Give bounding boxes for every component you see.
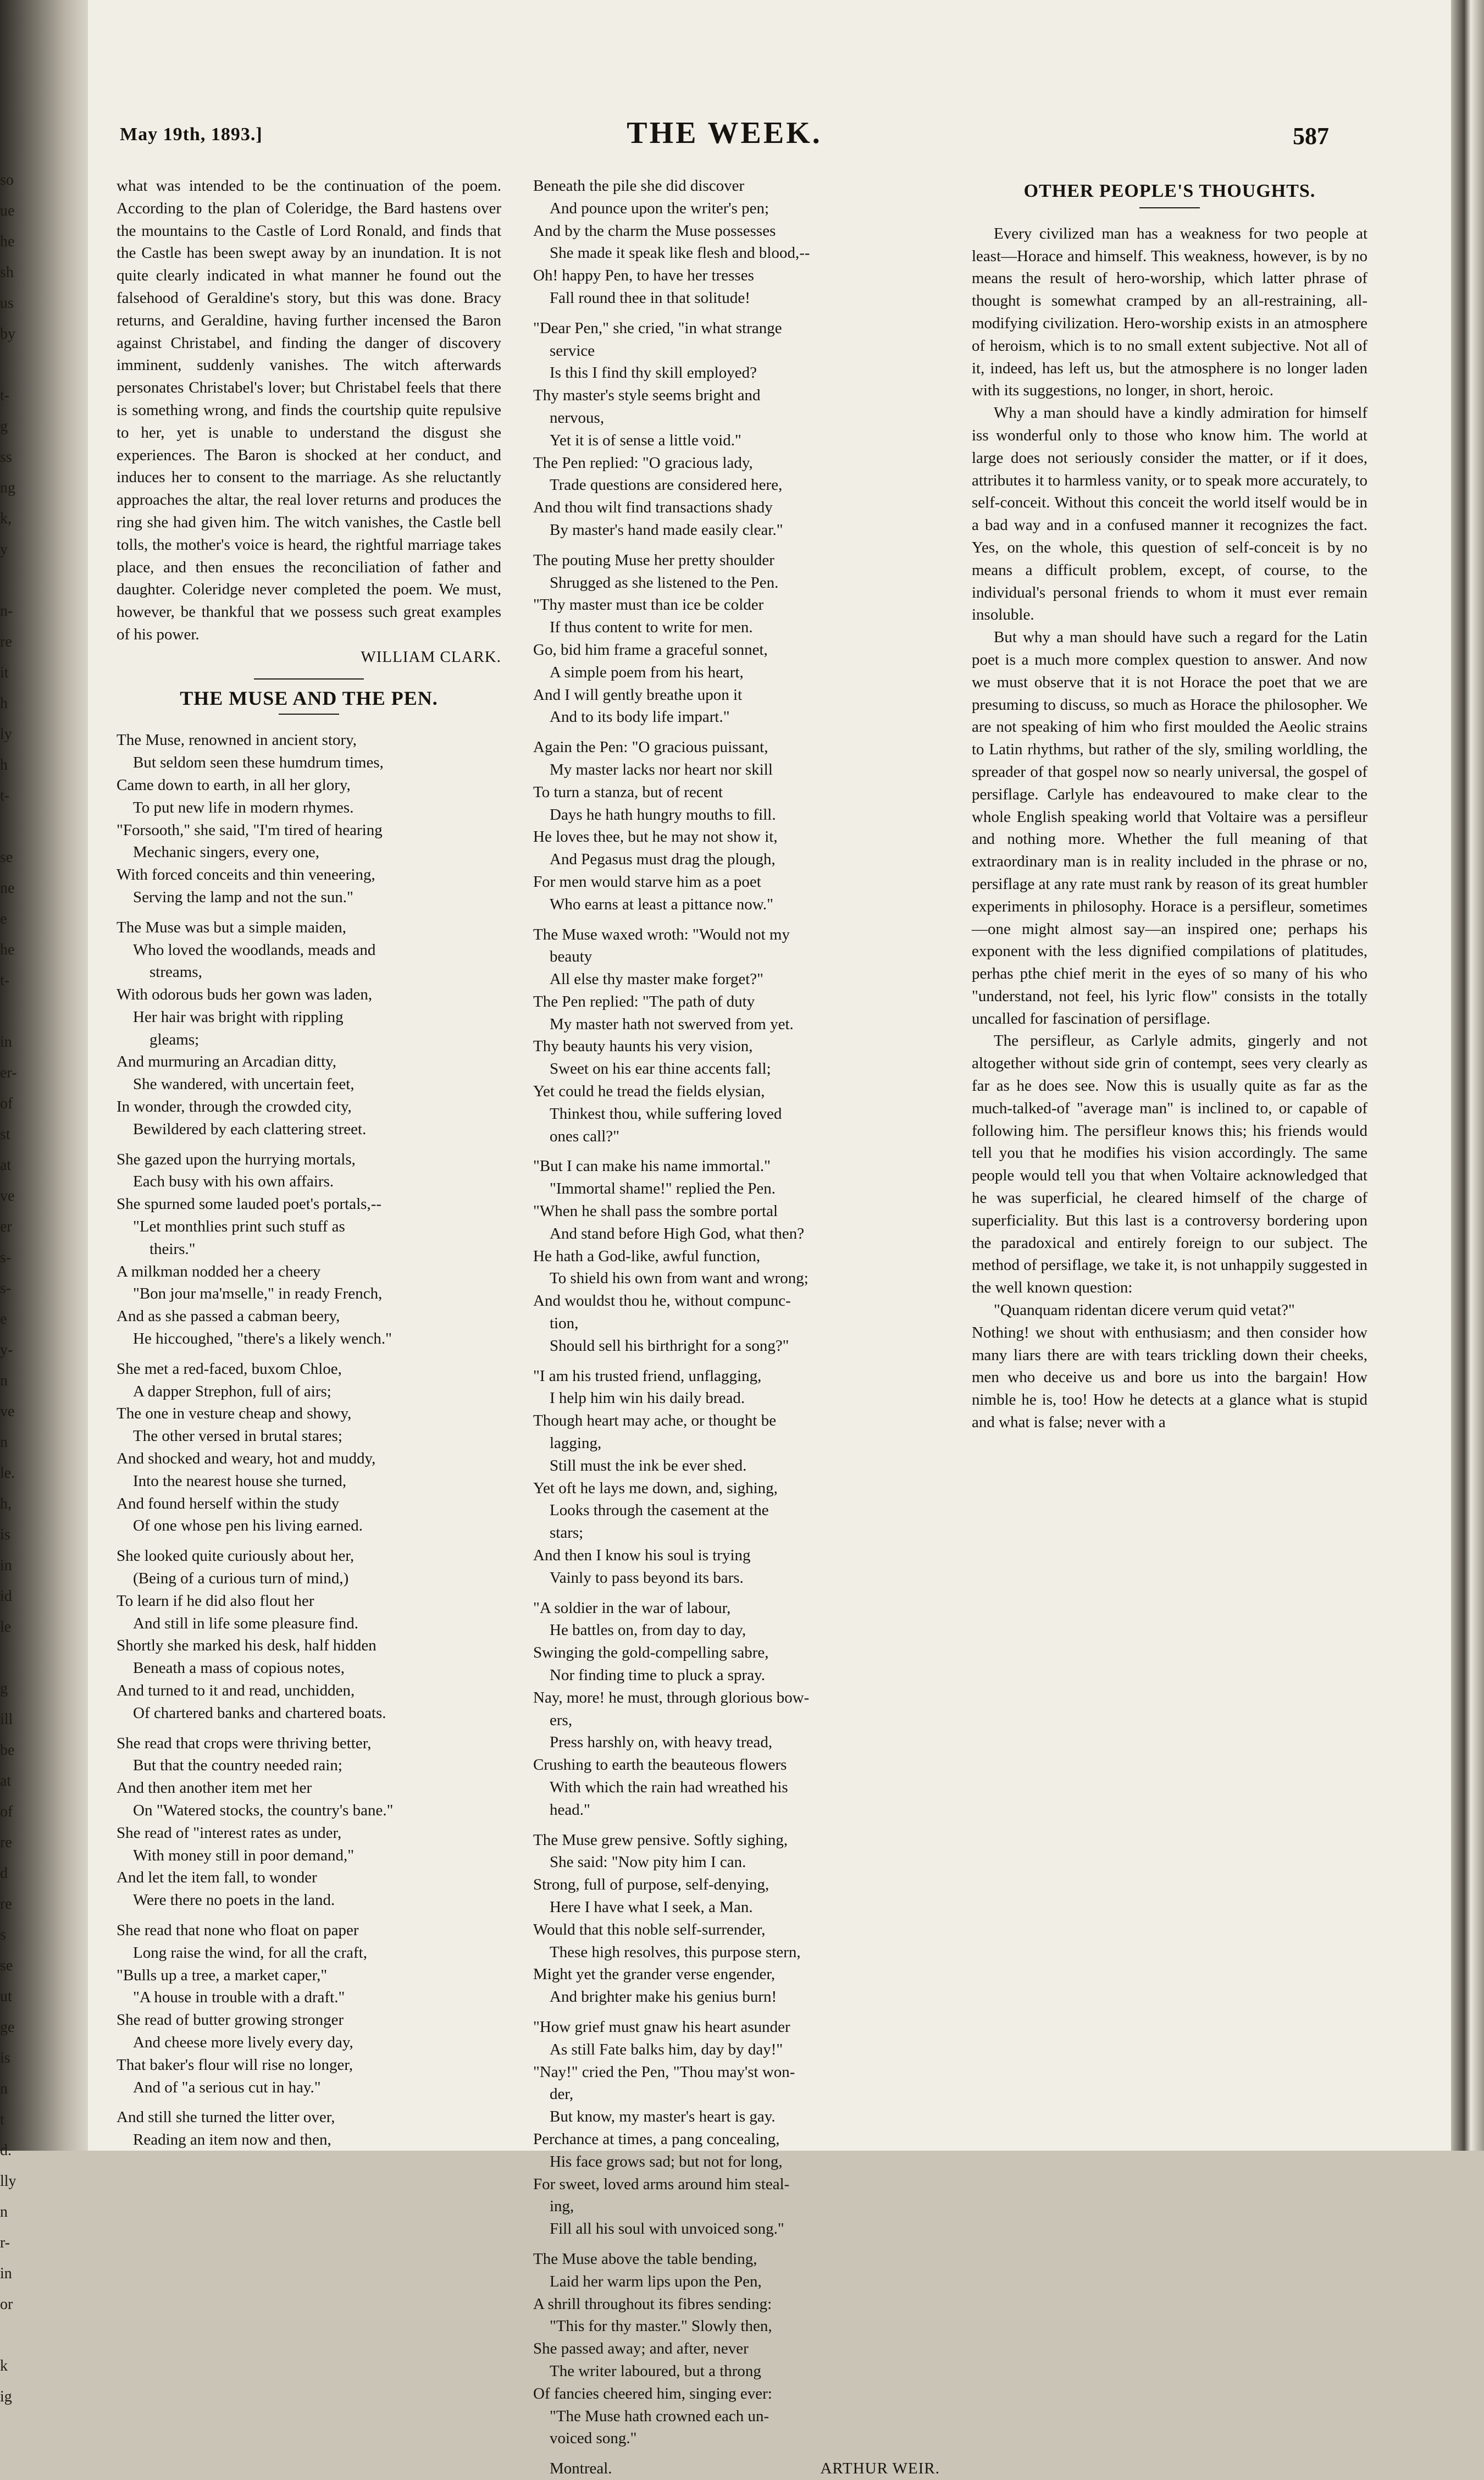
poem-line: ers, bbox=[550, 1711, 573, 1729]
poem-line: To put new life in modern rhymes. bbox=[133, 798, 354, 816]
poem-line: She made it speak like flesh and blood,-- bbox=[550, 244, 810, 262]
poem-line: These high resolves, this purpose stern, bbox=[550, 1943, 801, 1961]
poem-line: "Forsooth," she said, "I'm tired of hearing bbox=[117, 821, 383, 839]
poem-line: Trade questions are considered here, bbox=[550, 476, 783, 494]
poem-line: Would that this noble self-surrender, bbox=[533, 1920, 766, 1938]
poem-stanza bbox=[533, 1829, 940, 2008]
poem-line: She gazed upon the hurrying mortals, bbox=[117, 1150, 356, 1168]
poem-part-2 bbox=[533, 175, 940, 2450]
poem-line: beauty bbox=[550, 948, 593, 966]
title-rule bbox=[279, 714, 339, 715]
poem-stanza bbox=[533, 549, 940, 728]
poem-line: And of "a serious cut in hay." bbox=[133, 2078, 321, 2096]
poem-line: He hiccoughed, "there's a likely wench." bbox=[133, 1330, 392, 1348]
poem-stanza bbox=[117, 1732, 501, 1912]
poem-line: She met a red-faced, buxom Chloe, bbox=[117, 1360, 342, 1378]
paragraph: But why a man should have such a regard for the Latin poet is a much more complex question to answer. And now we must observe that it is not Horace the poet that we are presuming to discuss, so much as Horace the philosopher. We are not speaking of him who first moulded the Aeolic strains to Latin rhythms, but rather of the sly, smiling worldling, the spreader of that gospel now so nearly universal, the gospel of persiflage. Carlyle has endeavoured to make clear to the whole English speaking world that Voltaire was a persifleur and nothing more. Whether the full meaning of that extraordinary man is in reality included in the phrase or no, persiflage at any rate must rank by reason of its great humbler experiments in philosophy. Horace is a persifleur, sometimes—one might almost say—an inspired one; perhaps his exponent with the less dignified compilations of platitudes, perhas pthe chief merit in the eyes of so many of his who "understand, not feel, his lyric flow" consists in the totally uncalled for fascination of persiflage. bbox=[972, 628, 1367, 1028]
column-3 bbox=[972, 175, 1367, 1434]
poem-line: That baker's flour will rise no longer, bbox=[117, 2056, 353, 2074]
poem-stanza bbox=[533, 2016, 940, 2240]
poem-line: Thy master's style seems bright and bbox=[533, 386, 761, 405]
poem-stanza bbox=[117, 1545, 501, 1724]
poem-line: And to its body life impart." bbox=[550, 708, 730, 726]
poem-line: The Muse, renowned in ancient story, bbox=[117, 731, 357, 749]
poem-place: Montreal. bbox=[550, 2460, 612, 2478]
author-name: WILLIAM CLARK. bbox=[361, 648, 501, 666]
page-edge bbox=[1451, 0, 1484, 2151]
poem-line: She spurned some lauded poet's portals,-- bbox=[117, 1195, 382, 1213]
poem-line: Were there no poets in the land. bbox=[133, 1891, 335, 1909]
poem-line: And stand before High God, what then? bbox=[550, 1224, 805, 1242]
latin-quotation: "Quanquam ridentan dicere verum quid vetat?" bbox=[994, 1301, 1295, 1319]
poem-line: Of fancies cheered him, singing ever: bbox=[533, 2384, 772, 2402]
poem-line: Thy beauty haunts his very vision, bbox=[533, 1037, 753, 1056]
poem-line: "A soldier in the war of labour, bbox=[533, 1599, 731, 1617]
poem-line: If thus content to write for men. bbox=[550, 618, 753, 637]
poem-line: "The Muse hath crowned each un- bbox=[550, 2407, 769, 2425]
poem-line: Of one whose pen his living earned. bbox=[133, 1517, 363, 1535]
poem-line: I help him win his daily bread. bbox=[550, 1389, 745, 1407]
poem-line: But that the country needed rain; bbox=[133, 1757, 342, 1775]
poem-line: Beneath a mass of copious notes, bbox=[133, 1659, 345, 1677]
publication-title: THE WEEK. bbox=[627, 116, 822, 150]
paragraph: Nothing! we shout with enthusiasm; and then consider how many liars there are with tears trickling down their cheeks, men who deceive us and bore us into the bargain! How nimble he is, too! How he detects at a glance what is stupid and what is false; never with a bbox=[972, 1323, 1367, 1432]
poem-line: She read of butter growing stronger bbox=[117, 2011, 344, 2029]
poem-line: theirs." bbox=[149, 1240, 196, 1258]
poem-line: Here I have what I seek, a Man. bbox=[550, 1898, 753, 1916]
poem-line: The pouting Muse her pretty shoulder bbox=[533, 551, 774, 569]
poem-line: "When he shall pass the sombre portal bbox=[533, 1202, 778, 1220]
poem-line: Who loved the woodlands, meads and bbox=[133, 941, 376, 959]
poem-line: "A house in trouble with a draft." bbox=[133, 1989, 345, 2007]
paragraph: Why a man should have a kindly admiration for himself iss wonderful only to those who know him. The world at large does not seriously consider the matter, or if it does, attributes it to harmless vanity, or to speak more accurately, to self-conceit. Without this conceit the world itself would be in a bad way and in a confused manner it recognizes the fact. Yes, on the whole, this question of self-conceit is by no means a difficult problem, except, of course, to the individual's personal friends to whom it must ever remain insoluble. bbox=[972, 404, 1367, 624]
poem-line: She read that none who float on paper bbox=[117, 1921, 359, 1939]
poem-line: Came down to earth, in all her glory, bbox=[117, 776, 351, 794]
poem-line: She read of "interest rates as under, bbox=[117, 1824, 342, 1842]
author-signature bbox=[117, 646, 501, 669]
poem-line: Perchance at times, a pang concealing, bbox=[533, 2130, 780, 2148]
poem-line: head." bbox=[550, 1800, 590, 1819]
poem-line: On "Watered stocks, the country's bane." bbox=[133, 1801, 394, 1819]
poem-line: With odorous buds her gown was laden, bbox=[117, 986, 373, 1004]
section-divider bbox=[254, 678, 364, 680]
poem-line: The writer laboured, but a throng bbox=[550, 2362, 761, 2380]
poem-line: And pounce upon the writer's pen; bbox=[550, 199, 769, 217]
poem-line: And murmuring an Arcadian ditty, bbox=[117, 1053, 337, 1071]
poem-line: der, bbox=[550, 2085, 574, 2103]
article-continuation bbox=[117, 175, 501, 669]
poem-stanza bbox=[533, 175, 940, 310]
poem-line: Yet it is of sense a little void." bbox=[550, 431, 741, 449]
poem-line: Crushing to earth the beauteous flowers bbox=[533, 1756, 787, 1774]
poem-line: And then another item met her bbox=[117, 1779, 312, 1797]
poem-line: Should sell his birthright for a song?" bbox=[550, 1336, 789, 1355]
poem-line: Oh! happy Pen, to have her tresses bbox=[533, 267, 754, 285]
poem-line: Fill all his soul with unvoiced song." bbox=[550, 2220, 784, 2238]
poem-line: To learn if he did also flout her bbox=[117, 1592, 314, 1610]
poem-line: Thinkest thou, while suffering loved bbox=[550, 1104, 782, 1123]
poem-line: Strong, full of purpose, self-denying, bbox=[533, 1876, 769, 1894]
poem-line: She passed away; and after, never bbox=[533, 2340, 749, 2358]
poem-line: He loves thee, but he may not show it, bbox=[533, 828, 778, 846]
poem-line: Each busy with his own affairs. bbox=[133, 1173, 334, 1191]
poem-line: The Muse was but a simple maiden, bbox=[117, 918, 346, 936]
issue-date: May 19th, 1893.] bbox=[120, 124, 263, 145]
poem-line: And wouldst thou he, without compunc- bbox=[533, 1292, 791, 1310]
poem-line: She looked quite curiously about her, bbox=[117, 1547, 355, 1565]
poem-line: My master hath not swerved from yet. bbox=[550, 1015, 794, 1033]
poem-line: He battles on, from day to day, bbox=[550, 1621, 746, 1639]
poem-line: The Muse waxed wroth: "Would not my bbox=[533, 925, 790, 943]
poem-stanza bbox=[533, 2248, 940, 2450]
poem-line: And I will gently breathe upon it bbox=[533, 686, 743, 704]
poem-line: lagging, bbox=[550, 1434, 602, 1452]
poem-line: A shrill throughout its fibres sending: bbox=[533, 2295, 772, 2313]
poem-line: The Pen replied: "O gracious lady, bbox=[533, 454, 753, 472]
poem-line: But seldom seen these humdrum times, bbox=[133, 754, 384, 772]
poem-stanza bbox=[533, 1155, 940, 1357]
poem-line: And turned to it and read, unchidden, bbox=[117, 1682, 355, 1699]
poem-line: And shocked and weary, hot and muddy, bbox=[117, 1450, 376, 1468]
poem-line: ing, bbox=[550, 2197, 574, 2216]
poem-line: Press harshly on, with heavy tread, bbox=[550, 1733, 773, 1752]
poem-line: By master's hand made easily clear." bbox=[550, 521, 783, 539]
poem-line: "Immortal shame!" replied the Pen. bbox=[550, 1180, 776, 1198]
poem-line: A milkman nodded her a cheery bbox=[117, 1262, 321, 1280]
poem-stanza bbox=[533, 1365, 940, 1589]
poem-line: But know, my master's heart is gay. bbox=[550, 2108, 776, 2126]
poem-line: My master lacks nor heart nor skill bbox=[550, 760, 773, 778]
poem-stanza bbox=[533, 1597, 940, 1821]
poem-line: Again the Pen: "O gracious puissant, bbox=[533, 738, 768, 756]
article-title: OTHER PEOPLE'S THOUGHTS. bbox=[1023, 181, 1316, 201]
poem-line: His face grows sad; but not for long, bbox=[550, 2152, 783, 2170]
poem-stanza bbox=[117, 1358, 501, 1537]
poem-stanza bbox=[117, 729, 501, 908]
poem-line: She said: "Now pity him I can. bbox=[550, 1853, 746, 1871]
poem-line: Shortly she marked his desk, half hidden bbox=[117, 1637, 376, 1655]
poem-line: She wandered, with uncertain feet, bbox=[133, 1075, 355, 1093]
poem-line: Nor finding time to pluck a spray. bbox=[550, 1666, 765, 1684]
poem-line: And let the item fall, to wonder bbox=[117, 1869, 317, 1887]
poem-line: voiced song." bbox=[550, 2429, 637, 2448]
poem-line: tion, bbox=[550, 1314, 579, 1333]
poem-line: A simple poem from his heart, bbox=[550, 663, 744, 681]
poem-line: And as she passed a cabman beery, bbox=[117, 1307, 340, 1325]
poem-line: And by the charm the Muse possesses bbox=[533, 222, 776, 240]
poem-line: To turn a stanza, but of recent bbox=[533, 783, 723, 801]
paragraph: what was intended to be the continuation of the poem. According to the plan of Coleridge, the Bard hastens over the mountains to the Castle of Lord Ronald, and finds that the Castle has been swept away by an inundation. It is not quite clearly indicated in what manner he found out the falsehood of Geraldine's story, but this was done. Bracy returns, and Geraldine, having further incensed the Baron against Christabel, and finding the danger of discovery imminent, suddenly vanishes. The witch afterwards personates Christabel's lover; but Christabel feels that there is something wrong, and finds the courtship quite repulsive to her, yet is unable to understand the disgust she experiences. The Baron is shocked at her conduct, and induces her to consent to the marriage. As she reluctantly approaches the altar, the real lover returns and produces the ring she had given him. The witch vanishes, the Castle bell tolls, the mother's voice is heard, the rightful marriage takes place, and then ensues the reconciliation of father and daughter. Coleridge never completed the poem. We must, however, be thankful that we possess such great examples of his power. bbox=[117, 177, 501, 643]
poem-line: Looks through the casement at the bbox=[550, 1501, 769, 1520]
poem-line: In wonder, through the crowded city, bbox=[117, 1098, 352, 1116]
poem-line: Laid her warm lips upon the Pen, bbox=[550, 2272, 762, 2290]
poem-title: THE MUSE AND THE PEN. bbox=[180, 687, 438, 709]
poem-line: service bbox=[550, 341, 595, 360]
poem-stanza bbox=[533, 317, 940, 542]
poem-line: Bewildered by each clattering street. bbox=[133, 1120, 367, 1138]
poem-line: ones call?" bbox=[550, 1127, 619, 1145]
poem-line: "Let monthlies print such stuff as bbox=[133, 1218, 345, 1236]
poem-line: Of chartered banks and chartered boats. bbox=[133, 1704, 386, 1722]
poem-line: Long raise the wind, for all the craft, bbox=[133, 1943, 367, 1962]
title-rule bbox=[1139, 207, 1200, 208]
book-gutter bbox=[0, 0, 88, 2405]
poem-line: And cheese more lively every day, bbox=[133, 2033, 353, 2051]
poem-line: The other versed in brutal stares; bbox=[133, 1427, 342, 1445]
poem-line: "Bon jour ma'mselle," in ready French, bbox=[133, 1285, 383, 1303]
poem-stanza bbox=[533, 924, 940, 1148]
poem-line: "I am his trusted friend, unflagging, bbox=[533, 1367, 762, 1385]
poem-line: Days he hath hungry mouths to fill. bbox=[550, 805, 776, 824]
poem-line: streams, bbox=[149, 963, 202, 981]
poem-line: The Pen replied: "The path of duty bbox=[533, 992, 755, 1010]
poem-line: Sweet on his ear thine accents fall; bbox=[550, 1060, 771, 1078]
poem-line: Vainly to pass beyond its bars. bbox=[550, 1568, 744, 1587]
poem-line: Is this I find thy skill employed? bbox=[550, 364, 757, 382]
poem-line: He hath a God-like, awful function, bbox=[533, 1247, 761, 1265]
poem-line: And found herself within the study bbox=[117, 1494, 340, 1512]
poem-stanza bbox=[117, 2106, 501, 2151]
poem-line: Might yet the grander verse engender, bbox=[533, 1965, 776, 1984]
poem-line: "How grief must gnaw his heart asunder bbox=[533, 2018, 790, 2036]
facing-page-text: so ue he sh us by t- g ss ng k, y n- re it h ly h t- se ne e he t- in er- of st at ve er s- s- e y- n ve n le. h, is in id le g ill be at of re d re s se ut ge is n t d. lly n r- in or k ig bbox=[0, 172, 17, 2405]
poem-stanza bbox=[117, 1919, 501, 2098]
poem-line: "Dear Pen," she cried, "in what strange bbox=[533, 319, 782, 337]
page-number: 587 bbox=[1293, 123, 1329, 150]
poem-line: "This for thy master." Slowly then, bbox=[550, 2317, 772, 2335]
poem-line: As still Fate balks him, day by day!" bbox=[550, 2040, 783, 2058]
poem-line: gleams; bbox=[149, 1030, 200, 1048]
poem-part-1 bbox=[117, 729, 501, 2151]
poem-line: A dapper Strephon, full of airs; bbox=[133, 1382, 331, 1400]
running-head bbox=[120, 110, 1329, 154]
poem-line: And brighter make his genius burn! bbox=[550, 1988, 777, 2006]
poem-line: "Nay!" cried the Pen, "Thou may'st won- bbox=[533, 2063, 795, 2081]
poem-line: With money still in poor demand," bbox=[133, 1846, 355, 1864]
poem-line: Though heart may ache, or thought be bbox=[533, 1412, 777, 1430]
poem-line: And then I know his soul is trying bbox=[533, 1546, 751, 1565]
poem-line: Shrugged as she listened to the Pen. bbox=[550, 573, 779, 592]
poem-stanza bbox=[533, 736, 940, 915]
poem-line: And Pegasus must drag the plough, bbox=[550, 850, 776, 869]
poem-line: And still in life some pleasure find. bbox=[133, 1614, 358, 1632]
poem-stanza bbox=[117, 1148, 501, 1350]
article-body bbox=[972, 223, 1367, 1434]
poem-line: Still must the ink be ever shed. bbox=[550, 1456, 747, 1474]
poem-line: Into the nearest house she turned, bbox=[133, 1472, 347, 1490]
poem-line: Reading an item now and then, bbox=[133, 2131, 331, 2149]
paragraph: Every civilized man has a weakness for two people at least—Horace and himself. This weakness, however, is by no means the result of hero-worship, which latter phrase of thought is somewhat cramped by an all-restraining, all-modifying civilization. Hero-worship exists in an atmosphere of heroism, which is to no small extent subjective. Not all of it, indeed, has left us, but the atmosphere is no longer laden with its suggestions, no longer, in short, heroic. bbox=[972, 224, 1367, 400]
poem-line: She read that crops were thriving better, bbox=[117, 1734, 372, 1752]
poem-line: Fall round thee in that solitude! bbox=[550, 289, 750, 307]
poem-line: To shield his own from want and wrong; bbox=[550, 1269, 809, 1288]
poem-line: For sweet, loved arms around him steal- bbox=[533, 2175, 790, 2193]
poem-line: And still she turned the litter over, bbox=[117, 2108, 335, 2126]
poem-line: The one in vesture cheap and showy, bbox=[117, 1405, 352, 1423]
poem-line: "But I can make his name immortal." bbox=[533, 1157, 771, 1175]
poem-line: The Muse grew pensive. Softly sighing, bbox=[533, 1831, 788, 1849]
column-1 bbox=[117, 175, 501, 2159]
poem-line: "Bulls up a tree, a market caper," bbox=[117, 1966, 328, 1984]
poem-line: Her hair was bright with rippling bbox=[133, 1008, 344, 1026]
poem-line: And thou wilt find transactions shady bbox=[533, 499, 773, 517]
poem-line: Serving the lamp and not the sun." bbox=[133, 888, 353, 906]
poem-line: Yet could he tread the fields elysian, bbox=[533, 1082, 765, 1101]
poem-line: With forced conceits and thin veneering, bbox=[117, 866, 375, 884]
poem-line: Go, bid him frame a graceful sonnet, bbox=[533, 640, 768, 659]
poem-line: Mechanic singers, every one, bbox=[133, 843, 320, 861]
poem-line: Swinging the gold-compelling sabre, bbox=[533, 1644, 769, 1662]
poem-author: ARTHUR WEIR. bbox=[820, 2460, 940, 2478]
poem-signature bbox=[533, 2457, 940, 2480]
poem-line: stars; bbox=[550, 1524, 584, 1542]
poem-line: The Muse above the table bending, bbox=[533, 2250, 757, 2268]
poem-line: Who earns at least a pittance now." bbox=[550, 895, 773, 913]
poem-line: Beneath the pile she did discover bbox=[533, 177, 745, 195]
poem-line: With which the rain had wreathed his bbox=[550, 1778, 788, 1796]
poem-stanza bbox=[117, 916, 501, 1141]
poem-line: (Being of a curious turn of mind,) bbox=[133, 1570, 349, 1588]
poem-line: nervous, bbox=[550, 408, 605, 427]
poem-line: All else thy master make forget?" bbox=[550, 970, 763, 988]
poem-line: Nay, more! he must, through glorious bow- bbox=[533, 1688, 810, 1706]
paragraph: The persifleur, as Carlyle admits, gingerly and not altogether without side grin of contempt, sees very clearly as far as he does see. Now this is usually quite as far as the much-talked-of "average man" is inclined to, or capable of following him. The persifleur knows this; his friends would tell you that he modifies his vision accordingly. The same people would tell you that when Voltaire acknowledged that he was superficial, he cleared himself of the charge of superficiality. But this last is a controversy bordering upon the paradoxical and entirely foreign to our subject. The method of persiflage, we take it, is not unhappily suggested in the well known question: bbox=[972, 1032, 1368, 1297]
poem-line: Yet oft he lays me down, and, sighing, bbox=[533, 1479, 778, 1497]
poem-line: "Thy master must than ice be colder bbox=[533, 596, 764, 614]
column-2 bbox=[533, 175, 940, 2480]
poem-line: For men would starve him as a poet bbox=[533, 872, 761, 891]
